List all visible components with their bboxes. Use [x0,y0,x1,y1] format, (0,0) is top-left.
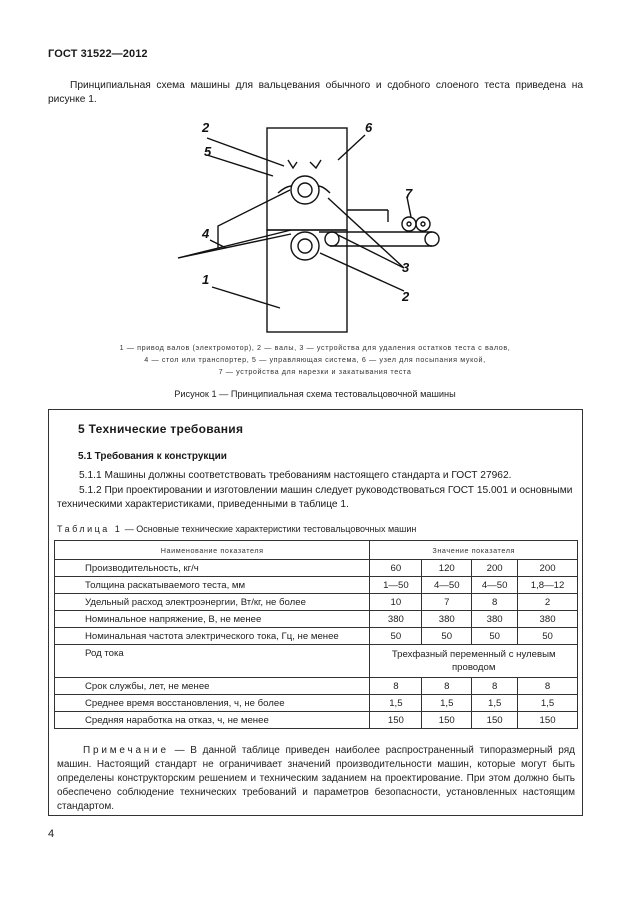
label-6: 6 [365,120,373,135]
document-header: ГОСТ 31522—2012 [48,48,148,60]
row-name: Срок службы, лет, не менее [55,678,370,695]
label-2-top: 2 [202,120,210,135]
conveyor-roller-right [425,232,439,246]
label-1: 1 [202,272,210,287]
caption-line-3: 7 — устройства для нарезки и закатывания теста [218,367,412,376]
table-row [55,577,578,594]
row-value: 1,5 [518,695,578,712]
row-value: 8 [472,678,518,695]
note-label: Примечание [83,745,169,756]
row-merged-value: Трехфазный переменный с нулевым проводом [370,645,578,678]
table-note [57,744,575,814]
row-name: Толщина раскатываемого теста, мм [55,577,370,594]
row-value: 380 [472,611,518,628]
caption-line-1: 1 — привод валов (электромотор), 2 — валы, 3 — устройства для удаления остатков теста с валов, [119,343,511,352]
row-value: 8 [472,594,518,611]
row-value: 150 [370,712,422,729]
label-2-bottom: 2 [402,289,410,304]
row-value: 1,5 [472,695,518,712]
row-value: 8 [422,678,472,695]
upper-housing [267,128,347,230]
upper-roll-inner [298,183,312,197]
conveyor-roller-left [325,232,339,246]
label-3: 3 [402,260,410,275]
row-name: Производительность, кг/ч [55,560,370,577]
row-value: 50 [370,628,422,645]
table-row [55,560,578,577]
header-name: Наименование показателя [55,541,370,560]
table-row [55,645,578,678]
table-row [55,712,578,729]
row-value: 4—50 [422,577,472,594]
header-value: Значение показателя [370,541,578,560]
lower-roll-outer [291,232,319,260]
note-text: — В данной таблице приведен наиболее распространенный типоразмерный ряд машин. Настоящий стандарт не ограничивает значений производительности машин, которые могут быть определены конструкторским решением и техническим заданием на проектирование. При этом должно быть обеспечено соблюдение технических требований и параметров безопасности, установленных настоящим стандартом. [57,745,575,812]
table-line-lower [178,234,291,258]
row-value: 1,8—12 [518,577,578,594]
leader-2-bottom [320,253,404,291]
row-name: Номинальная частота электрического тока, Гц, не менее [55,628,370,645]
leader-6 [338,135,365,160]
row-value: 50 [518,628,578,645]
table-caption-text: — Основные технические характеристики тестовальцовочных машин [122,524,417,534]
section-title: 5 Технические требования [78,422,244,436]
leader-1 [212,287,280,308]
row-value: 2 [518,594,578,611]
machine-schematic-figure [160,118,460,338]
row-value: 8 [518,678,578,695]
row-value: 380 [370,611,422,628]
row-name: Род тока [55,645,370,678]
table-caption-prefix: Таблица 1 [57,524,123,534]
scraper-right [318,186,330,193]
leader-3b [338,235,404,268]
row-value: 120 [422,560,472,577]
row-value: 380 [518,611,578,628]
row-value: 50 [422,628,472,645]
row-value: 380 [422,611,472,628]
row-name: Средняя наработка на отказ, ч, не менее [55,712,370,729]
cutting-roll-2-hub [421,222,425,226]
cutting-roll-1-hub [407,222,411,226]
label-4: 4 [202,226,210,241]
flour-unit-left [288,160,297,168]
row-value: 10 [370,594,422,611]
lower-roll-inner [298,239,312,253]
row-value: 200 [472,560,518,577]
table-caption [57,524,416,534]
row-value: 200 [518,560,578,577]
table-row [55,611,578,628]
cutting-roll-2 [416,217,430,231]
label-5: 5 [204,144,212,159]
label-7: 7 [405,186,413,201]
figure-caption [60,342,570,378]
table-row [55,695,578,712]
intro-paragraph: Принципиальная схема машины для вальцевания обычного и сдобного слоеного теста приведена на рисунке 1. [48,80,583,105]
leader-2-top [207,138,284,166]
row-value: 150 [518,712,578,729]
row-name: Среднее время восстановления, ч, не более [55,695,370,712]
subsection-title: 5.1 Требования к конструкции [78,451,227,462]
table-header-row [55,541,578,560]
table-row [55,594,578,611]
upper-roll-outer [291,176,319,204]
figure-title: Рисунок 1 — Принципиальная схема тестовальцовочной машины [174,389,456,399]
caption-line-2: 4 — стол или транспортер, 5 — управляющая система, 6 — узел для посыпания мукой, [144,355,486,364]
row-name: Номинальное напряжение, В, не менее [55,611,370,628]
row-value: 7 [422,594,472,611]
specs-table [54,540,578,729]
row-value: 1—50 [370,577,422,594]
table-row [55,678,578,695]
row-name: Удельный расход электроэнергии, Вт/кг, не более [55,594,370,611]
leader-3a [328,198,404,268]
table-row [55,628,578,645]
row-value: 50 [472,628,518,645]
cutting-roll-1 [402,217,416,231]
row-value: 1,5 [422,695,472,712]
row-value: 1,5 [370,695,422,712]
row-value: 60 [370,560,422,577]
row-value: 150 [422,712,472,729]
row-value: 150 [472,712,518,729]
flour-unit-right [310,160,321,168]
row-value: 4—50 [472,577,518,594]
paragraph-5-1-1: 5.1.1 Машины должны соответствовать требованиям настоящего стандарта и ГОСТ 27962. [79,470,512,481]
paragraph-5-1-2: 5.1.2 При проектировании и изготовлении машин следует руководствоваться ГОСТ 15.001 и основными техническими характеристиками, приведенными в таблице 1. [57,485,573,510]
row-value: 8 [370,678,422,695]
page-number: 4 [48,828,55,840]
